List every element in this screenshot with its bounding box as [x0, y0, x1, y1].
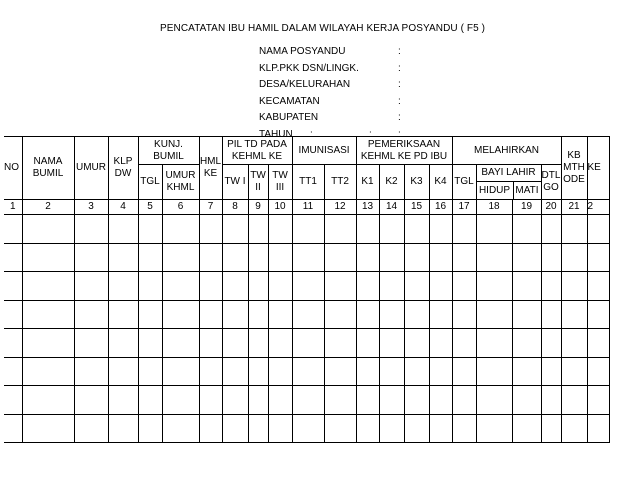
entry-cell[interactable]: [138, 215, 162, 244]
column-number-row: [4, 200, 609, 215]
col-mati-header: MATI: [515, 185, 539, 196]
column-number-cell: 2: [22, 200, 74, 215]
entry-cell[interactable]: [452, 272, 476, 301]
entry-cell[interactable]: [162, 243, 199, 272]
entry-cell[interactable]: [587, 243, 609, 272]
entry-cell[interactable]: [404, 243, 429, 272]
entry-cell[interactable]: [356, 329, 379, 358]
entry-cell[interactable]: [108, 300, 138, 329]
column-number-cell: 17: [452, 200, 476, 215]
meta-colon: :: [369, 128, 372, 140]
entry-cell[interactable]: [292, 386, 324, 415]
entry-cell[interactable]: [561, 215, 587, 244]
entry-cell[interactable]: [222, 386, 248, 415]
entry-cell[interactable]: [222, 215, 248, 244]
entry-cell[interactable]: [162, 300, 199, 329]
col-k3-header: K3: [404, 165, 429, 200]
entry-cell[interactable]: [512, 414, 541, 443]
entry-cell[interactable]: [561, 329, 587, 358]
entry-cell[interactable]: [356, 414, 379, 443]
table-row: [4, 215, 609, 244]
table-row: [4, 329, 609, 358]
column-number-cell: 5: [138, 200, 162, 215]
entry-cell[interactable]: [222, 414, 248, 443]
entry-cell[interactable]: [379, 414, 404, 443]
table-row: [4, 243, 609, 272]
column-number-cell: 15: [404, 200, 429, 215]
entry-cell[interactable]: [512, 272, 541, 301]
entry-cell[interactable]: [429, 215, 452, 244]
table-row: [4, 300, 609, 329]
entry-cell[interactable]: [4, 414, 22, 443]
entry-cell[interactable]: [429, 386, 452, 415]
col-umur-header: UMUR: [74, 137, 108, 200]
meta-label: TAHUN: [259, 128, 293, 140]
entry-cell[interactable]: [476, 414, 512, 443]
column-number-cell: 1: [4, 200, 22, 215]
col-umur-khml-header: UMUR KHML: [162, 165, 199, 200]
entry-cell[interactable]: [74, 300, 108, 329]
entry-cell[interactable]: [324, 215, 356, 244]
entry-cell[interactable]: [162, 329, 199, 358]
entry-cell[interactable]: [356, 215, 379, 244]
entry-cell[interactable]: [561, 386, 587, 415]
meta-colon: :: [398, 79, 401, 91]
form-title: PENCATATAN IBU HAMIL DALAM WILAYAH KERJA POSYANDU ( F5 ): [160, 23, 486, 34]
entry-cell[interactable]: [452, 414, 476, 443]
entry-cell[interactable]: [162, 215, 199, 244]
entry-cell[interactable]: [268, 243, 292, 272]
entry-cell[interactable]: [541, 243, 561, 272]
entry-cell[interactable]: [199, 329, 222, 358]
entry-cell[interactable]: [4, 329, 22, 358]
col-tw2-header: TW II: [248, 165, 268, 200]
entry-cell[interactable]: [138, 414, 162, 443]
col-imunisasi-header: IMUNISASI: [292, 137, 356, 165]
col-pemeriksaan-header: PEMERIKSAAN KEHML KE PD IBU: [356, 137, 452, 165]
column-number-cell: 3: [74, 200, 108, 215]
entry-cell[interactable]: [4, 300, 22, 329]
entry-cell[interactable]: [541, 329, 561, 358]
entry-cell[interactable]: [138, 272, 162, 301]
entry-cell[interactable]: [561, 300, 587, 329]
entry-cell[interactable]: [476, 215, 512, 244]
column-number-cell: 19: [512, 200, 541, 215]
entry-cell[interactable]: [587, 414, 609, 443]
entry-cell[interactable]: [452, 357, 476, 386]
col-hml-ke-header: HML KE: [199, 137, 222, 200]
entry-cell[interactable]: [108, 329, 138, 358]
column-number-cell: 13: [356, 200, 379, 215]
entry-cell[interactable]: [74, 215, 108, 244]
entry-cell[interactable]: [356, 386, 379, 415]
entry-cell[interactable]: [22, 357, 74, 386]
entry-cell[interactable]: [138, 243, 162, 272]
entry-cell[interactable]: [561, 272, 587, 301]
entry-cell[interactable]: [248, 215, 268, 244]
entry-cell[interactable]: [561, 243, 587, 272]
meta-colon: :: [310, 128, 313, 140]
entry-cell[interactable]: [4, 243, 22, 272]
column-number-cell: 18: [476, 200, 512, 215]
entry-cell[interactable]: [222, 329, 248, 358]
entry-cell[interactable]: [379, 357, 404, 386]
entry-cell[interactable]: [379, 329, 404, 358]
entry-cell[interactable]: [222, 357, 248, 386]
meta-label: DESA/KELURAHAN: [259, 79, 351, 91]
entry-cell[interactable]: [476, 272, 512, 301]
entry-cell[interactable]: [452, 243, 476, 272]
entry-cell[interactable]: [512, 215, 541, 244]
entry-cell[interactable]: [108, 243, 138, 272]
col-tw1-header: TW I: [222, 165, 248, 200]
meta-colon: :: [398, 112, 401, 124]
entry-cell[interactable]: [292, 357, 324, 386]
column-number-cell: 11: [292, 200, 324, 215]
entry-cell[interactable]: [452, 329, 476, 358]
entry-cell[interactable]: [404, 386, 429, 415]
entry-cell[interactable]: [292, 215, 324, 244]
entry-cell[interactable]: [379, 386, 404, 415]
entry-cell[interactable]: [268, 272, 292, 301]
entry-cell[interactable]: [452, 215, 476, 244]
entry-cell[interactable]: [292, 329, 324, 358]
entry-cell[interactable]: [476, 300, 512, 329]
col-hidup-header: HIDUP: [477, 182, 514, 199]
entry-cell[interactable]: [356, 300, 379, 329]
entry-cell[interactable]: [476, 329, 512, 358]
entry-cell[interactable]: [108, 357, 138, 386]
entry-cell[interactable]: [108, 272, 138, 301]
entry-cell[interactable]: [429, 329, 452, 358]
entry-cell[interactable]: [74, 414, 108, 443]
entry-cell[interactable]: [512, 300, 541, 329]
col-kb-mth-ode-header: KB MTH ODE: [561, 137, 587, 200]
entry-cell[interactable]: [248, 386, 268, 415]
entry-cell[interactable]: [199, 272, 222, 301]
col-melahirkan-header: MELAHIRKAN: [452, 137, 561, 165]
entry-cell[interactable]: [22, 329, 74, 358]
entry-cell[interactable]: [292, 272, 324, 301]
meta-colon: :: [398, 95, 401, 107]
entry-cell[interactable]: [541, 357, 561, 386]
col-ket-header: KE: [587, 137, 609, 200]
entry-cell[interactable]: [587, 357, 609, 386]
entry-cell[interactable]: [222, 272, 248, 301]
entry-cell[interactable]: [541, 386, 561, 415]
entry-cell[interactable]: [162, 357, 199, 386]
entry-cell[interactable]: [22, 386, 74, 415]
entry-cell[interactable]: [356, 272, 379, 301]
entry-cell[interactable]: [199, 386, 222, 415]
entry-cell[interactable]: [22, 300, 74, 329]
entry-cell[interactable]: [404, 215, 429, 244]
col-pil-td-header: PIL TD PADA KEHML KE: [222, 137, 292, 165]
entry-cell[interactable]: [587, 329, 609, 358]
column-number-cell: 16: [429, 200, 452, 215]
entry-cell[interactable]: [268, 300, 292, 329]
header-row-1: [4, 137, 609, 165]
entry-cell[interactable]: [429, 300, 452, 329]
entry-cell[interactable]: [429, 272, 452, 301]
entry-cell[interactable]: [324, 329, 356, 358]
entry-cell[interactable]: [199, 215, 222, 244]
entry-cell[interactable]: [108, 414, 138, 443]
col-tgl-lahir-header: TGL: [452, 165, 476, 200]
entry-cell[interactable]: [138, 357, 162, 386]
entry-cell[interactable]: [452, 386, 476, 415]
entry-cell[interactable]: [429, 357, 452, 386]
col-tgl-header: TGL: [138, 165, 162, 200]
entry-cell[interactable]: [404, 300, 429, 329]
table-row: [4, 386, 609, 415]
entry-cell[interactable]: [379, 300, 404, 329]
entry-cell[interactable]: [74, 243, 108, 272]
entry-cell[interactable]: [561, 414, 587, 443]
table-row: [4, 414, 609, 443]
entry-cell[interactable]: [74, 386, 108, 415]
entry-cell[interactable]: [248, 357, 268, 386]
entry-cell[interactable]: [292, 243, 324, 272]
entry-cell[interactable]: [248, 414, 268, 443]
col-kunj-bumil-header: KUNJ. BUMIL: [138, 137, 199, 165]
entry-cell[interactable]: [222, 300, 248, 329]
entry-cell[interactable]: [512, 357, 541, 386]
column-number-cell: 14: [379, 200, 404, 215]
col-nama-bumil-header: NAMA BUMIL: [22, 137, 74, 200]
meta-label: KLP.PKK DSN/LINGK.: [259, 62, 359, 74]
entry-cell[interactable]: [404, 329, 429, 358]
column-number-cell: 6: [162, 200, 199, 215]
meta-colon: :: [398, 62, 401, 74]
entry-cell[interactable]: [4, 386, 22, 415]
entry-cell[interactable]: [476, 357, 512, 386]
entry-cell[interactable]: [162, 386, 199, 415]
entry-cell[interactable]: [356, 243, 379, 272]
col-bayi-lahir-sub: [477, 182, 541, 199]
entry-cell[interactable]: [324, 272, 356, 301]
column-number-cell: 7: [199, 200, 222, 215]
entry-cell[interactable]: [512, 243, 541, 272]
entry-cell[interactable]: [541, 300, 561, 329]
entry-cell[interactable]: [404, 357, 429, 386]
entry-cell[interactable]: [541, 272, 561, 301]
entry-cell[interactable]: [4, 357, 22, 386]
entry-cell[interactable]: [324, 414, 356, 443]
entry-cell[interactable]: [452, 300, 476, 329]
entry-cell[interactable]: [199, 357, 222, 386]
entry-cell[interactable]: [138, 329, 162, 358]
entry-cell[interactable]: [292, 300, 324, 329]
col-bayi-lahir-header: BAYI LAHIR: [477, 165, 541, 182]
meta-colon: :: [398, 46, 401, 57]
entry-cell[interactable]: [248, 272, 268, 301]
entry-cell[interactable]: [541, 414, 561, 443]
entry-cell[interactable]: [268, 329, 292, 358]
entry-cell[interactable]: [199, 414, 222, 443]
entry-cell[interactable]: [22, 243, 74, 272]
col-dtl-go-header: DTL GO: [541, 165, 561, 200]
entry-cell[interactable]: [512, 329, 541, 358]
entry-cell[interactable]: [268, 215, 292, 244]
meta-label: KABUPATEN: [259, 112, 319, 124]
meta-label: KECAMATAN: [259, 95, 320, 107]
entry-cell[interactable]: [268, 414, 292, 443]
entry-cell[interactable]: [22, 215, 74, 244]
entry-cell[interactable]: [292, 414, 324, 443]
entry-cell[interactable]: [74, 357, 108, 386]
entry-cell[interactable]: [587, 386, 609, 415]
column-number-cell: 9: [248, 200, 268, 215]
table-row: [4, 357, 609, 386]
column-number-cell: 10: [268, 200, 292, 215]
entry-cell[interactable]: [476, 386, 512, 415]
entry-cell[interactable]: [561, 357, 587, 386]
entry-cell[interactable]: [379, 243, 404, 272]
entry-cell[interactable]: [162, 414, 199, 443]
column-number-cell: 20: [541, 200, 561, 215]
entry-cell[interactable]: [4, 215, 22, 244]
entry-cell[interactable]: [356, 357, 379, 386]
entry-cell[interactable]: [324, 386, 356, 415]
entry-cell[interactable]: [108, 215, 138, 244]
entry-cell[interactable]: [199, 243, 222, 272]
col-tw3-header: TW III: [268, 165, 292, 200]
entry-cell[interactable]: [248, 300, 268, 329]
meta-label: NAMA POSYANDU: [259, 46, 346, 57]
entry-cell[interactable]: [268, 386, 292, 415]
col-tt1-header: TT1: [292, 165, 324, 200]
table-row: [4, 272, 609, 301]
column-number-cell: 4: [108, 200, 138, 215]
entry-cell[interactable]: [108, 386, 138, 415]
col-k2-header: K2: [379, 165, 404, 200]
entry-cell[interactable]: [268, 357, 292, 386]
column-number-cell: 2: [587, 200, 609, 215]
col-klp-dw-header: KLP DW: [108, 137, 138, 200]
entry-cell[interactable]: [74, 272, 108, 301]
entry-cell[interactable]: [476, 243, 512, 272]
entry-cell[interactable]: [429, 414, 452, 443]
entry-cell[interactable]: [429, 243, 452, 272]
entry-cell[interactable]: [324, 357, 356, 386]
entry-cell[interactable]: [162, 272, 199, 301]
entry-cell[interactable]: [222, 243, 248, 272]
meta-colon: :: [398, 128, 401, 140]
entry-cell[interactable]: [587, 272, 609, 301]
col-tt2-header: TT2: [324, 165, 356, 200]
pencatatan-table: [4, 136, 610, 443]
entry-cell[interactable]: [587, 215, 609, 244]
entry-cell[interactable]: [324, 300, 356, 329]
entry-cell[interactable]: [199, 300, 222, 329]
column-number-cell: 8: [222, 200, 248, 215]
entry-cell[interactable]: [138, 300, 162, 329]
col-no-header: NO: [4, 137, 22, 200]
column-number-cell: 21: [561, 200, 587, 215]
entry-cell[interactable]: [587, 300, 609, 329]
col-bayi-lahir-group: [476, 165, 541, 200]
entry-cell[interactable]: [22, 414, 74, 443]
entry-cell[interactable]: [541, 215, 561, 244]
entry-cell[interactable]: [404, 272, 429, 301]
entry-cell[interactable]: [74, 329, 108, 358]
col-k1-header: K1: [356, 165, 379, 200]
entry-cell[interactable]: [379, 272, 404, 301]
entry-cell[interactable]: [22, 272, 74, 301]
entry-cell[interactable]: [138, 386, 162, 415]
entry-cell[interactable]: [512, 386, 541, 415]
entry-cell[interactable]: [324, 243, 356, 272]
column-number-cell: 12: [324, 200, 356, 215]
col-k4-header: K4: [429, 165, 452, 200]
entry-cell[interactable]: [379, 215, 404, 244]
entry-cell[interactable]: [404, 414, 429, 443]
entry-cell[interactable]: [248, 329, 268, 358]
entry-cell[interactable]: [248, 243, 268, 272]
entry-cell[interactable]: [4, 272, 22, 301]
